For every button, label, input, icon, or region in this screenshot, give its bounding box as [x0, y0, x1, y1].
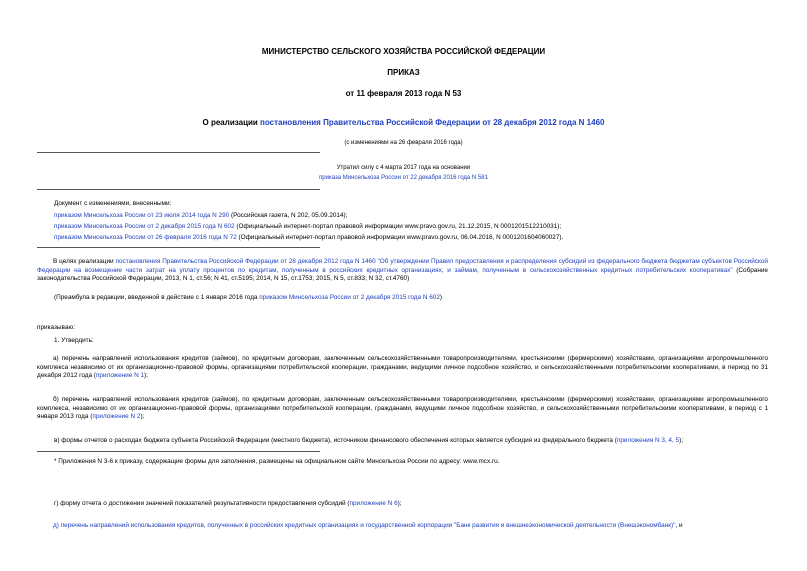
item-b-end: ); [140, 413, 145, 421]
preamble-start: В целях реализации [53, 258, 116, 265]
item-b [37, 396, 768, 422]
preamble-note-link[interactable]: приказом Минсельхоза России от 2 декабря 2015 года N 602 [259, 294, 440, 301]
item-v-text: в) формы отчетов о расходах бюджета субъекта Российской Федерации (местного бюджета), источником финансового обеспечения которых является субсидия из федерального бюджета ( [54, 437, 617, 444]
change-item [54, 234, 563, 243]
doc-date-number: от 11 февраля 2013 года N 53 [345, 89, 462, 98]
divider [37, 189, 320, 190]
status-line: Утратил силу с 4 марта 2017 года на основании [336, 165, 471, 171]
item-d-link[interactable]: д) перечень направлений использования кредитов, полученных в российских кредитных организациях и государственной корпорации "Банк развития и внешнеэкономической деятельности (Внешэкономбанк)" [53, 522, 676, 529]
doc-title [0, 118, 807, 129]
item-g-end: ); [397, 500, 402, 507]
point-1: 1. Утвердить: [54, 337, 94, 344]
change-source: (Российская газета, N 202, 05.09.2014); [229, 212, 348, 219]
divider [37, 247, 320, 248]
appendix-1-link[interactable]: приложение N 1 [95, 372, 145, 380]
title-resolution-link[interactable]: постановления Правительства Российской Федерации от 28 декабря 2012 года N 1460 [260, 118, 605, 127]
item-a-text: а) перечень направлений использования кредитов (займов), по кредитным договорам, заключенным сельскохозяйственными товаропроизводителями, крестьянскими (фермерскими) хозяйствами, организациями агропромышленного комплекса независимо от их организационно-правовой формы, организациями потребительской кооперации, гражданами, ведущими личное подсобное хозяйство, и сельскохозяйственными потребительскими кооперативами, в период по 31 декабря 2012 года ( [37, 355, 768, 380]
item-g [54, 500, 402, 509]
preamble-end: (Собрание законодательства Российской Федерации, 2013, N 1, ст.56; N 41, ст.5195; 2014, N 15, ст.1753; 2015, N 5, ст.833; N 32, ст.4760) [37, 266, 768, 283]
footnote: * Приложения N 3-6 к приказу, содержащие формы для заполнения, размещены на официальном сайте Минсельхоза России по адресу: www.mcx.ru. [54, 458, 500, 465]
item-g-text: г) форму отчета о достижении значений показателей результативности предоставления субсидий ( [54, 500, 350, 507]
status-link-line [0, 174, 807, 182]
divider [37, 152, 320, 153]
appendix-3-5-link[interactable]: приложения N 3, 4, 5 [616, 437, 680, 444]
change-item [54, 223, 561, 232]
repeal-order-link[interactable]: приказа Минсельхоза России от 22 декабря 2016 года N 581 [319, 175, 488, 181]
change-link[interactable]: приказом Минсельхоза России от 2 декабря 2015 года N 602 [54, 223, 235, 230]
ministry-title: МИНИСТЕРСТВО СЕЛЬСКОГО ХОЗЯЙСТВА РОССИЙСКОЙ ФЕДЕРАЦИИ [261, 47, 546, 56]
item-a-end: ); [144, 372, 148, 380]
order-word: приказываю: [37, 324, 75, 331]
preamble [37, 258, 768, 284]
change-link[interactable]: приказом Минсельхоза России от 26 февраля 2016 года N 72 [54, 234, 237, 241]
item-d-end: , и [675, 522, 683, 529]
change-item [54, 212, 347, 221]
appendix-6-link[interactable]: приложение N 6 [349, 500, 398, 507]
change-link[interactable]: приказом Минсельхоза России от 23 июля 2014 года N 290 [54, 212, 230, 219]
change-source: (Официальный интернет-портал правовой информации www.pravo.gov.ru, 06.04.2016, N 0001201604060027). [236, 234, 564, 241]
edition-note: (с изменениями на 26 февраля 2016 года) [344, 140, 463, 146]
footnote-divider [37, 451, 320, 452]
preamble-note [54, 294, 442, 303]
item-v-end: ); [679, 437, 683, 444]
change-source: (Официальный интернет-портал правовой информации www.pravo.gov.ru, 21.12.2015, N 0001201512210031); [234, 223, 562, 230]
appendix-2-link[interactable]: приложение N 2 [92, 413, 141, 421]
doc-type: ПРИКАЗ [387, 68, 420, 77]
preamble-note-suffix: ) [439, 294, 443, 301]
preamble-note-prefix: (Преамбула в редакции, введенной в действие с 1 января 2016 года [54, 294, 260, 301]
preamble-resolution-link[interactable]: постановления Правительства Российской Федерации от 28 декабря 2012 года N 1460 "Об утверждении Правил предоставления и распределения субсидий из федерального бюджета бюджетам субъектов Российской Федерации на возмещение части затрат на уплату процентов по кредитам, полученным в российских кредитных организациях, и займам, полученным в сельскохозяйственных кредитных потребительских кооперативах" [37, 258, 768, 274]
item-b-text: б) перечень направлений использования кредитов (займов), по кредитным договорам, заключенным сельскохозяйственными товаропроизводителями, крестьянскими (фермерскими) хозяйствами, организациями агропромышленного комплекса, независимо от их организационно-правовой формы, организациями потребительской кооперации, гражданами, ведущими личное подсобное хозяйство, и сельскохозяйственными потребительскими кооперативами, в период с 1 января 2013 года ( [37, 396, 768, 421]
doc-title-prefix: О реализации [202, 118, 261, 127]
item-d [37, 522, 768, 531]
item-v [54, 437, 683, 446]
changes-heading: Документ с изменениями, внесенными: [54, 200, 172, 207]
item-a [37, 355, 768, 381]
